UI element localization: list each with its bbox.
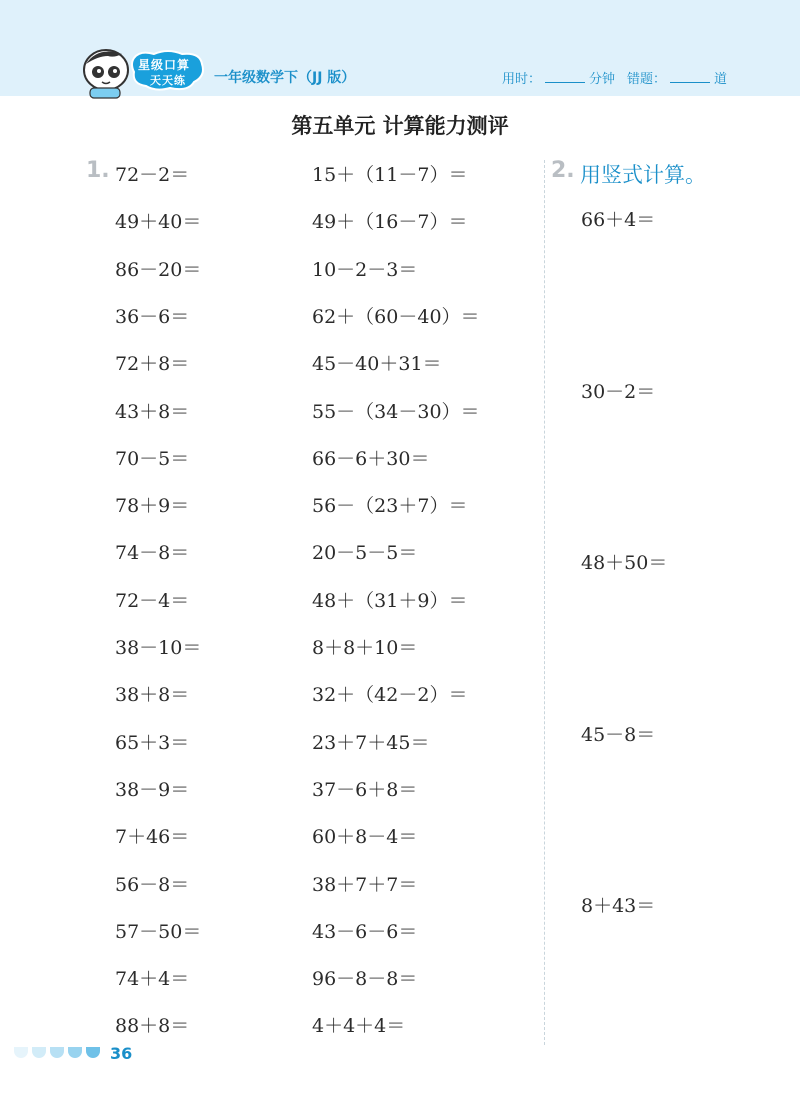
brand-name-line2: 天天练 [150,74,186,87]
arithmetic-problem: 65＋3＝ [115,731,190,754]
arithmetic-problem: 57－50＝ [115,920,202,943]
arithmetic-problem: 20－5－5＝ [312,542,418,565]
mascot-icon [78,44,138,100]
arithmetic-problem: 60＋8－4＝ [312,826,418,849]
arithmetic-problem: 7＋46＝ [115,826,190,849]
arithmetic-problem: 36－6＝ [115,305,190,328]
arithmetic-problem: 49＋（16－7）＝ [312,211,468,234]
arithmetic-problem: 48＋（31＋9）＝ [312,589,468,612]
page-decoration-dots [14,1047,100,1058]
arithmetic-problem: 38＋8＝ [115,684,190,707]
arithmetic-problem: 70－5＝ [115,447,190,470]
page-number: 36 [110,1044,133,1063]
time-label: 用时： [502,72,542,87]
vertical-calc-problem: 8＋43＝ [581,895,656,917]
section-2-number: 2. [551,158,575,183]
errors-unit: 道 [714,72,728,87]
arithmetic-problem: 38－9＝ [115,778,190,801]
arithmetic-problem: 38＋7＋7＝ [312,873,418,896]
arithmetic-problem: 72＋8＝ [115,353,190,376]
timing-fields [502,68,727,87]
section-2-title: 用竖式计算。 [580,163,706,187]
time-unit: 分钟 [589,72,616,87]
time-blank[interactable] [545,70,585,83]
errors-blank[interactable] [670,70,710,83]
arithmetic-problem: 86－20＝ [115,258,202,281]
arithmetic-problem: 74＋4＝ [115,968,190,991]
book-title: 一年级数学下（JJ 版） [214,70,356,86]
arithmetic-problem: 56－8＝ [115,873,190,896]
arithmetic-problem: 43＋8＝ [115,400,190,423]
arithmetic-problem: 55－（34－30）＝ [312,400,480,423]
column-divider [544,160,545,1045]
arithmetic-problem: 56－（23＋7）＝ [312,495,468,518]
arithmetic-problem: 38－10＝ [115,637,202,659]
arithmetic-problem: 10－2－3＝ [312,258,418,281]
brand-badge [130,50,206,92]
section-1-number: 1. [86,158,110,183]
arithmetic-problem: 32＋（42－2）＝ [312,684,468,707]
arithmetic-problem: 62＋（60－40）＝ [312,305,480,328]
arithmetic-problem: 78＋9＝ [115,495,190,518]
arithmetic-problem: 49＋40＝ [115,211,202,234]
arithmetic-problem: 43－6－6＝ [312,920,418,943]
arithmetic-problem: 23＋7＋45＝ [312,731,430,754]
vertical-calc-problem: 45－8＝ [581,723,656,746]
arithmetic-problem: 66－6＋30＝ [312,447,430,470]
page-title: 第五单元 计算能力测评 [291,114,509,138]
arithmetic-problem: 72－4＝ [115,589,190,612]
vertical-calc-problem: 30－2＝ [581,380,656,403]
arithmetic-problem: 74－8＝ [115,542,190,565]
arithmetic-problem: 88＋8＝ [115,1015,190,1038]
brand-name-line1: 星级口算 [138,58,191,72]
arithmetic-problem: 96－8－8＝ [312,968,418,991]
arithmetic-problem: 72－2＝ [115,164,190,186]
arithmetic-problem: 15＋（11－7）＝ [312,164,468,186]
arithmetic-problem: 45－40＋31＝ [312,353,442,376]
arithmetic-problem: 8＋8＋10＝ [312,637,418,659]
arithmetic-problem: 4＋4＋4＝ [312,1015,406,1038]
vertical-calc-problem: 66＋4＝ [581,209,656,231]
errors-label: 错题： [627,72,667,87]
arithmetic-problem: 37－6＋8＝ [312,778,418,801]
vertical-calc-problem: 48＋50＝ [581,552,668,574]
